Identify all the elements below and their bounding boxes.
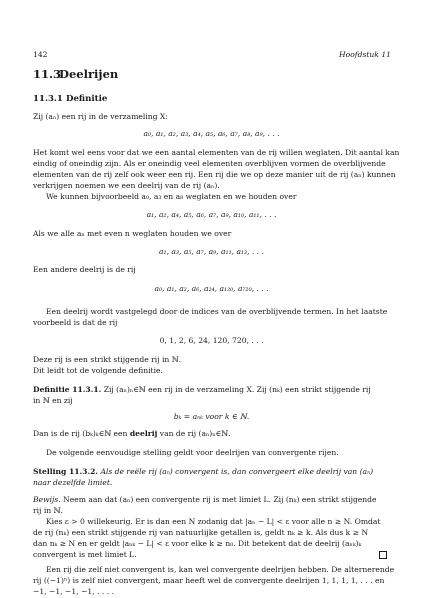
- text-line: Deze rij is een strikt stijgende rij in ℕ.: [33, 355, 182, 364]
- math-display: 0, 1, 2, 6, 24, 120, 720, . . .: [159, 336, 264, 345]
- text-line: in ℕ en zij: [33, 396, 73, 405]
- text-line: Dit leidt tot de volgende definitie.: [33, 366, 163, 375]
- defined-term: deelrij: [129, 429, 158, 438]
- definition-text: Dan is de rij (bₖ)ₖ∈ℕ een: [33, 429, 130, 438]
- text-line: convergent is met limiet L.: [33, 550, 137, 559]
- math-display: bₖ = aₙₖ voor k ∈ ℕ.: [173, 412, 250, 421]
- definition-text: Zij (aₙ)ₙ∈ℕ een rij in de verzameling X. Zij (nₖ) een strikt stijgende rij: [101, 385, 371, 394]
- text-line: Een deelrij wordt vastgelegd door de indices van de overblijvende termen. In het laatste: [46, 307, 388, 316]
- theorem-line: [33, 467, 373, 476]
- text-line: verkrijgen noemen we een deelrij van de rij (aₙ).: [33, 181, 220, 190]
- text-line: voorbeeld is dat de rij: [33, 318, 118, 327]
- text-line: Een rij die zelf niet convergent is, kan wel convergente deelrijen hebben. De alternerende: [46, 565, 395, 574]
- theorem-label: Stelling 11.3.2.: [33, 467, 99, 476]
- text-line: Het komt wel eens voor dat we een aantal elementen van de rij willen weglaten. Dit aantal kan: [33, 148, 400, 157]
- definition-line: [33, 385, 371, 394]
- text-line: eindig of oneindig zijn. Als er oneindig veel elementen overblijven vormen de overblijvende: [33, 159, 386, 168]
- text-line: De volgende eenvoudige stelling geldt voor deelrijen van convergente rijen.: [46, 448, 339, 457]
- subsection-title: Definitie: [66, 94, 108, 104]
- math-display: a₁, a₂, a₄, a₅, a₆, a₇, a₉, a₁₀, a₁₁, . . .: [146, 210, 277, 219]
- proof-label: Bewijs.: [33, 495, 61, 504]
- running-header-chapter: Hoofdstuk 11: [339, 50, 391, 59]
- text-line: elementen van de rij zelf ook weer een rij. Een rij die we op deze manier uit de rij (aₙ) kunnen: [33, 170, 396, 179]
- proof-text: Neem aan dat (aₙ) een convergente rij is met limiet L. Zij (nₖ) een strikt stijgende: [60, 495, 377, 504]
- subsection-number: 11.3.1: [33, 94, 63, 104]
- section-title: Deelrijen: [59, 67, 119, 81]
- section-heading: [33, 67, 118, 81]
- subsection-heading: [33, 94, 107, 104]
- text-line: Een andere deelrij is de rij: [33, 265, 136, 274]
- text-line: dan nₖ ≥ N en er geldt |aₙₖ − L| < ε voor elke k ≥ n₀. Dit betekent dat de deelrij (aₙₖ)ₖ: [33, 539, 362, 548]
- theorem-text: naar dezelfde limiet.: [33, 478, 113, 487]
- text-line: de rij (nₖ) een strikt stijgende rij van natuurlijke getallen is, geldt nₖ ≥ k. Als dus k ≥ N: [33, 528, 369, 537]
- definition-text: van de rij (aₙ)ₙ∈ℕ.: [157, 429, 231, 438]
- text-line: We kunnen bijvoorbeeld a₀, a₃ en a₈ weglaten en we houden over: [46, 192, 297, 201]
- text-line: rij in ℕ.: [33, 506, 63, 515]
- text-line: −1, −1, −1, −1, . . . .: [33, 587, 114, 596]
- math-display: a₀, a₁, a₂, a₃, a₄, a₅, a₆, a₇, a₈, a₉, . . .: [143, 129, 280, 138]
- text-line: Kies ε > 0 willekeurig. Er is dan een N zodanig dat |aₙ − L| < ε voor alle n ≥ N. Omdat: [46, 517, 381, 526]
- text-line: rij ((−1)ⁿ) is zelf niet convergent, maar heeft wel de convergente deelrijen 1, 1, 1, 1, . . . en: [33, 576, 385, 585]
- text-line: Als we alle aₙ met even n weglaten houden we over: [33, 229, 232, 238]
- qed-box-icon: [379, 551, 387, 559]
- text-line: Zij (aₙ) een rij in de verzameling X:: [33, 112, 168, 121]
- theorem-text: Als de reële rij (aₙ) convergent is, dan convergeert elke deelrij van (aₙ): [98, 467, 374, 476]
- section-number: 11.3: [33, 67, 62, 81]
- definition-line: [33, 429, 231, 438]
- definition-label: Definitie 11.3.1.: [33, 385, 102, 394]
- page-number: 142: [33, 50, 48, 59]
- proof-line: [33, 495, 377, 504]
- math-display: a₀, a₁, a₂, a₆, a₂₄, a₁₂₀, a₇₂₀, . . .: [154, 284, 269, 293]
- math-display: a₁, a₃, a₅, a₇, a₉, a₁₁, a₁₃, . . .: [159, 247, 264, 256]
